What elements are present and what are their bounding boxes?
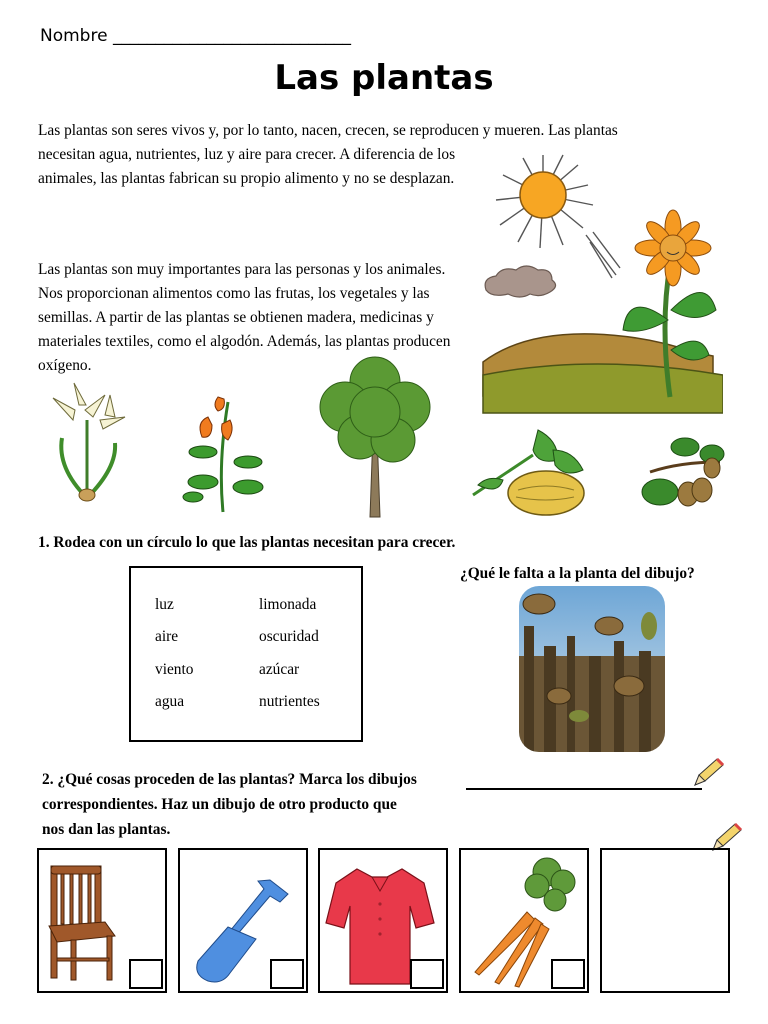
page-title: Las plantas	[274, 58, 494, 98]
side-question-text: ¿Qué le falta a la planta del dibujo?	[460, 565, 695, 582]
name-field-label: Nombre ____________________________	[40, 26, 351, 46]
product-cell-shirt	[318, 848, 448, 993]
kiwi-icon	[640, 432, 725, 514]
paragraph-2: Las plantas son muy importantes para las personas y los animales. Nos proporcionan alimentos como las frutas, los vegetales y las semillas. A partir de las plantas se obtienen madera, medicinas y materiales textiles, como el algodón. Además, las plantas producen oxígeno.	[38, 261, 451, 374]
sun-icon	[496, 155, 620, 278]
lily-icon	[45, 380, 130, 505]
checkbox[interactable]	[129, 959, 163, 989]
checkbox[interactable]	[551, 959, 585, 989]
word-option[interactable]: viento	[155, 661, 194, 678]
question-2-text: 2. ¿Qué cosas proceden de las plantas? Marca los dibujos correspondientes. Haz un dibujo de otro producto que nos dan las plantas.	[42, 771, 417, 838]
word-option[interactable]: agua	[155, 693, 185, 710]
checkbox[interactable]	[270, 959, 304, 989]
pencil-icon	[690, 755, 725, 790]
answer-line[interactable]	[466, 788, 702, 790]
chair-icon	[43, 858, 123, 986]
cloud-icon	[485, 266, 555, 297]
checkbox[interactable]	[410, 959, 444, 989]
melon-icon	[468, 425, 593, 520]
product-cell-draw-own[interactable]	[600, 848, 730, 993]
product-cell-carrots	[459, 848, 589, 993]
sunflower-scene	[478, 150, 723, 415]
word-option[interactable]: aire	[155, 628, 179, 645]
question-1-text: 1. Rodea con un círculo lo que las plantas necesitan para crecer.	[38, 534, 456, 551]
pepper-plant-icon	[178, 392, 268, 517]
product-cell-chair	[37, 848, 167, 993]
word-option[interactable]: nutrientes	[259, 693, 320, 710]
word-option[interactable]: luz	[155, 596, 174, 613]
tree-icon	[315, 352, 435, 522]
paragraph-1-rest: necesitan agua, nutrientes, luz y aire para crecer. A diferencia de los animales, las plantas fabrican su propio alimento y no se desplazan.	[38, 146, 456, 187]
word-option[interactable]: limonada	[259, 596, 317, 613]
product-cell-shovel	[178, 848, 308, 993]
word-choice-box	[129, 566, 363, 742]
withered-sunflowers-photo	[519, 586, 665, 752]
paragraph-1-line-1: Las plantas son seres vivos y, por lo tanto, nacen, crecen, se reproducen y mueren. Las plantas	[38, 122, 618, 139]
word-option[interactable]: oscuridad	[259, 628, 319, 645]
word-option[interactable]: azúcar	[259, 661, 300, 678]
